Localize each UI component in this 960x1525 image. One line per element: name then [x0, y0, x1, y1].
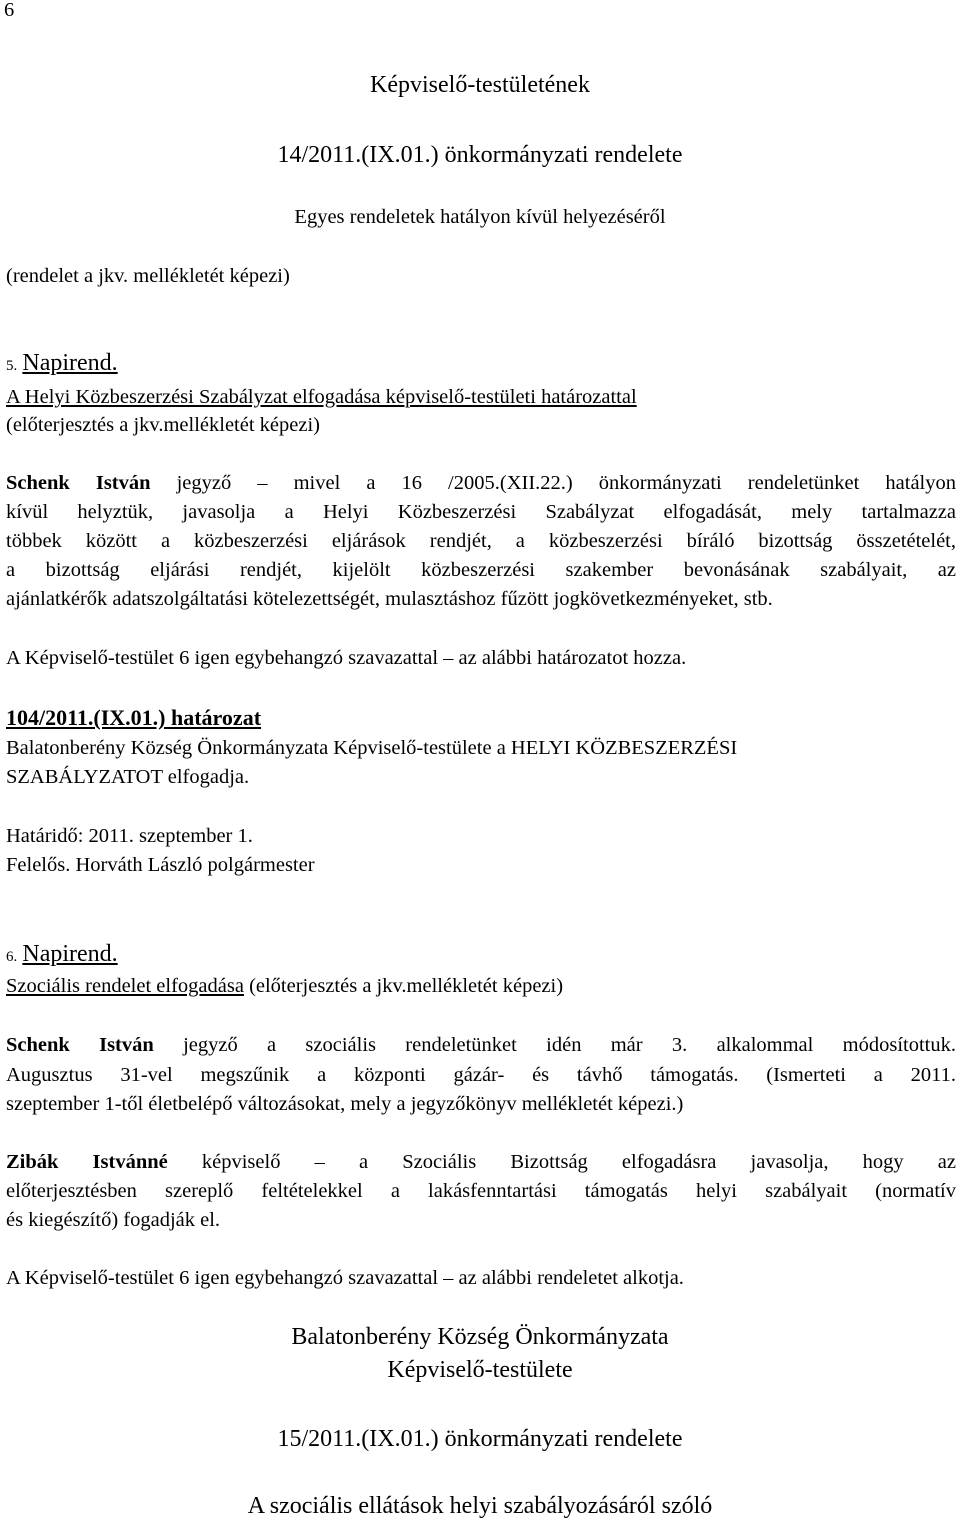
resolution-deadline: Határidő: 2011. szeptember 1. [6, 825, 253, 847]
agenda-5-vote: A Képviselő-testület 6 igen egybehangzó szavazattal – az alábbi határozatot hozza. [6, 647, 687, 669]
agenda-5-note: (előterjesztés a jkv.mellékletét képezi) [6, 414, 320, 436]
agenda-5-number: 5. [6, 358, 18, 374]
agenda-5-heading [6, 351, 118, 378]
agenda-6-paragraph-1-line-3: szeptember 1-től életbelépő változásokat, mely a jegyzőkönyv mellékletét képezi.) [6, 1093, 684, 1115]
agenda-6-paragraph-1-line-1: Schenk István jegyző a szociális rendeletünket idén már 3. alkalommal módosítottuk. [6, 1034, 956, 1056]
annex-note: (rendelet a jkv. mellékletét képezi) [6, 265, 290, 287]
ordinance-heading-line-4: A szociális ellátások helyi szabályozásáról szóló [247, 1493, 713, 1519]
resolution-text-line-2: SZABÁLYZATOT elfogadja. [6, 766, 250, 788]
heading-line-1: Képviselő-testületének [370, 72, 590, 98]
agenda-6-paragraph-2-line-1: Zibák Istvánné képviselő – a Szociális Bizottság elfogadásra javasolja, hogy az [6, 1151, 956, 1173]
agenda-6-paragraph-2-line-2: előterjesztésben szereplő feltételekkel a lakásfenntartási támogatás helyi szabályait (normatív [6, 1180, 956, 1202]
resolution-responsible: Felelős. Horváth László polgármester [6, 854, 315, 876]
agenda-6-label: Napirend. [22, 941, 118, 967]
speaker-name: Schenk István [6, 1034, 154, 1056]
resolution-title: 104/2011.(IX.01.) határozat [6, 705, 262, 730]
ordinance-heading-line-1: Balatonberény Község Önkormányzata [291, 1324, 669, 1350]
agenda-5-label: Napirend. [22, 350, 118, 376]
agenda-5-paragraph-line-5: ajánlatkérők adatszolgáltatási kötelezettségét, mulasztáshoz fűzött jogkövetkezményeket, stb. [6, 588, 773, 610]
agenda-6-paragraph-2-line-3: és kiegészítő) fogadják el. [6, 1209, 221, 1231]
agenda-5-paragraph-line-3: többek között a közbeszerzési eljárások rendjét, a közbeszerzési bíráló bizottság összetételét, [6, 530, 956, 552]
heading-line-2: 14/2011.(IX.01.) önkormányzati rendelete [277, 142, 683, 168]
agenda-6-title: Szociális rendelet elfogadása (előterjesztés a jkv.mellékletét képezi) [6, 975, 564, 997]
ordinance-heading-line-3: 15/2011.(IX.01.) önkormányzati rendelete [277, 1426, 683, 1452]
agenda-6-paragraph-1-line-2: Augusztus 31-vel megszűnik a központi gázár- és távhő támogatás. (Ismerteti a 2011. [6, 1064, 956, 1086]
agenda-5-paragraph-line-2: kívül helyztük, javasolja a Helyi Közbeszerzési Szabályzat elfogadását, mely tartalmazza [6, 501, 956, 523]
agenda-6-vote: A Képviselő-testület 6 igen egybehangzó szavazattal – az alábbi rendeletet alkotja. [6, 1267, 684, 1289]
agenda-5-paragraph-line-4: a bizottság eljárási rendjét, kijelölt közbeszerzési szakember bevonásának szabályait, az [6, 559, 956, 581]
agenda-6-heading [6, 942, 118, 969]
resolution-text-line-1: Balatonberény Község Önkormányzata Képviselő-testülete a HELYI KÖZBESZERZÉSI [6, 737, 738, 759]
page-number: 6 [4, 0, 15, 21]
agenda-5-title: A Helyi Közbeszerzési Szabályzat elfogadása képviselő-testületi határozattal [6, 386, 637, 408]
ordinance-heading-line-2: Képviselő-testülete [387, 1357, 573, 1383]
agenda-6-number: 6. [6, 949, 18, 965]
speaker-name: Schenk István [6, 472, 151, 494]
speaker-name: Zibák Istvánné [6, 1151, 168, 1173]
agenda-5-paragraph-line-1: Schenk István jegyző – mivel a 16 /2005.(XII.22.) önkormányzati rendeletünket hatályon [6, 472, 956, 494]
heading-line-3: Egyes rendeletek hatályon kívül helyezéséről [294, 206, 666, 228]
